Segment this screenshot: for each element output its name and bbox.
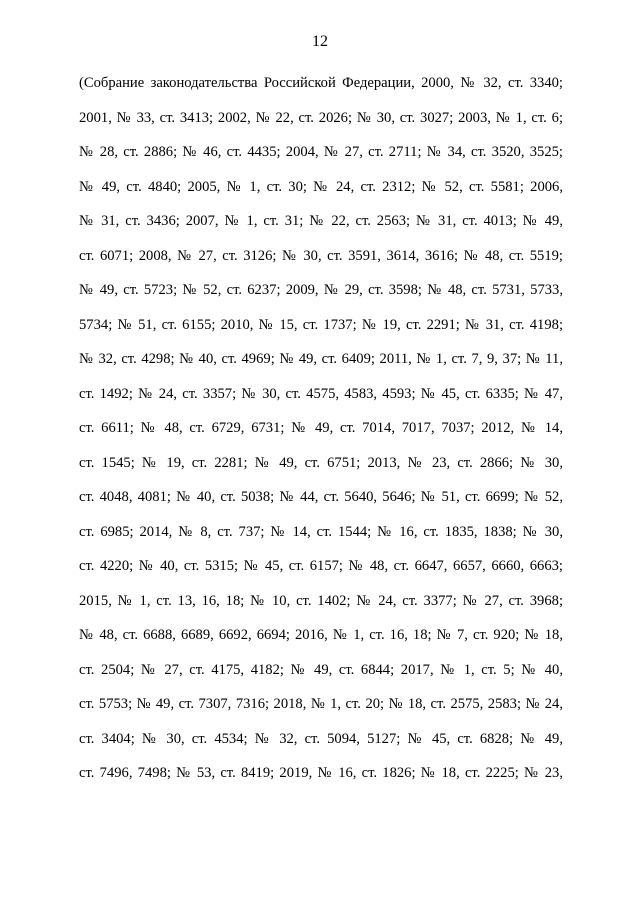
text-line: № 48, ст. 6688, 6689, 6692, 6694; 2016, № 1, ст. 16, 18; № 7, ст. 920; № 18, [79,627,563,643]
text-line: № 28, ст. 2886; № 46, ст. 4435; 2004, № 27, ст. 2711; № 34, ст. 3520, 3525; [79,144,563,160]
text-line: ст. 7496, 7498; № 53, ст. 8419; 2019, № 16, ст. 1826; № 18, ст. 2225; № 23, [79,765,563,781]
text-line: ст. 1492; № 24, ст. 3357; № 30, ст. 4575, 4583, 4593; № 45, ст. 6335; № 47, [79,385,563,402]
text-line: 2015, № 1, ст. 13, 16, 18; № 10, ст. 1402; № 24, ст. 3377; № 27, ст. 3968; [79,592,563,609]
text-line: 2001, № 33, ст. 3413; 2002, № 22, ст. 2026; № 30, ст. 3027; 2003, № 1, ст. 6; [79,109,563,126]
body-text [79,66,563,791]
text-line: ст. 3404; № 30, ст. 4534; № 32, ст. 5094, 5127; № 45, ст. 6828; № 49, [79,730,563,747]
text-line: ст. 2504; № 27, ст. 4175, 4182; № 49, ст. 6844; 2017, № 1, ст. 5; № 40, [79,661,563,678]
text-line: ст. 6985; 2014, № 8, ст. 737; № 14, ст. 1544; № 16, ст. 1835, 1838; № 30, [79,523,563,540]
text-line: № 49, ст. 4840; 2005, № 1, ст. 30; № 24, ст. 2312; № 52, ст. 5581; 2006, [79,178,563,195]
text-line: № 32, ст. 4298; № 40, ст. 4969; № 49, ст. 6409; 2011, № 1, ст. 7, 9, 37; № 11, [79,351,563,367]
text-line: ст. 5753; № 49, ст. 7307, 7316; 2018, № 1, ст. 20; № 18, ст. 2575, 2583; № 24, [79,696,563,712]
text-line: (Собрание законодательства Российской Федерации, 2000, № 32, ст. 3340; [79,75,563,91]
text-line: 5734; № 51, ст. 6155; 2010, № 15, ст. 1737; № 19, ст. 2291; № 31, ст. 4198; [79,316,563,333]
text-line: ст. 4048, 4081; № 40, ст. 5038; № 44, ст. 5640, 5646; № 51, ст. 6699; № 52, [79,489,563,505]
page-number: 12 [312,33,328,50]
text-line: № 31, ст. 3436; 2007, № 1, ст. 31; № 22, ст. 2563; № 31, ст. 4013; № 49, [79,213,563,229]
text-line: ст. 6611; № 48, ст. 6729, 6731; № 49, ст. 7014, 7017, 7037; 2012, № 14, [79,420,563,436]
text-line: ст. 6071; 2008, № 27, ст. 3126; № 30, ст. 3591, 3614, 3616; № 48, ст. 5519; [79,247,563,264]
text-line: ст. 4220; № 40, ст. 5315; № 45, ст. 6157; № 48, ст. 6647, 6657, 6660, 6663; [79,558,563,574]
text-line: ст. 1545; № 19, ст. 2281; № 49, ст. 6751; 2013, № 23, ст. 2866; № 30, [79,454,563,471]
text-line: № 49, ст. 5723; № 52, ст. 6237; 2009, № 29, ст. 3598; № 48, ст. 5731, 5733, [79,282,563,298]
